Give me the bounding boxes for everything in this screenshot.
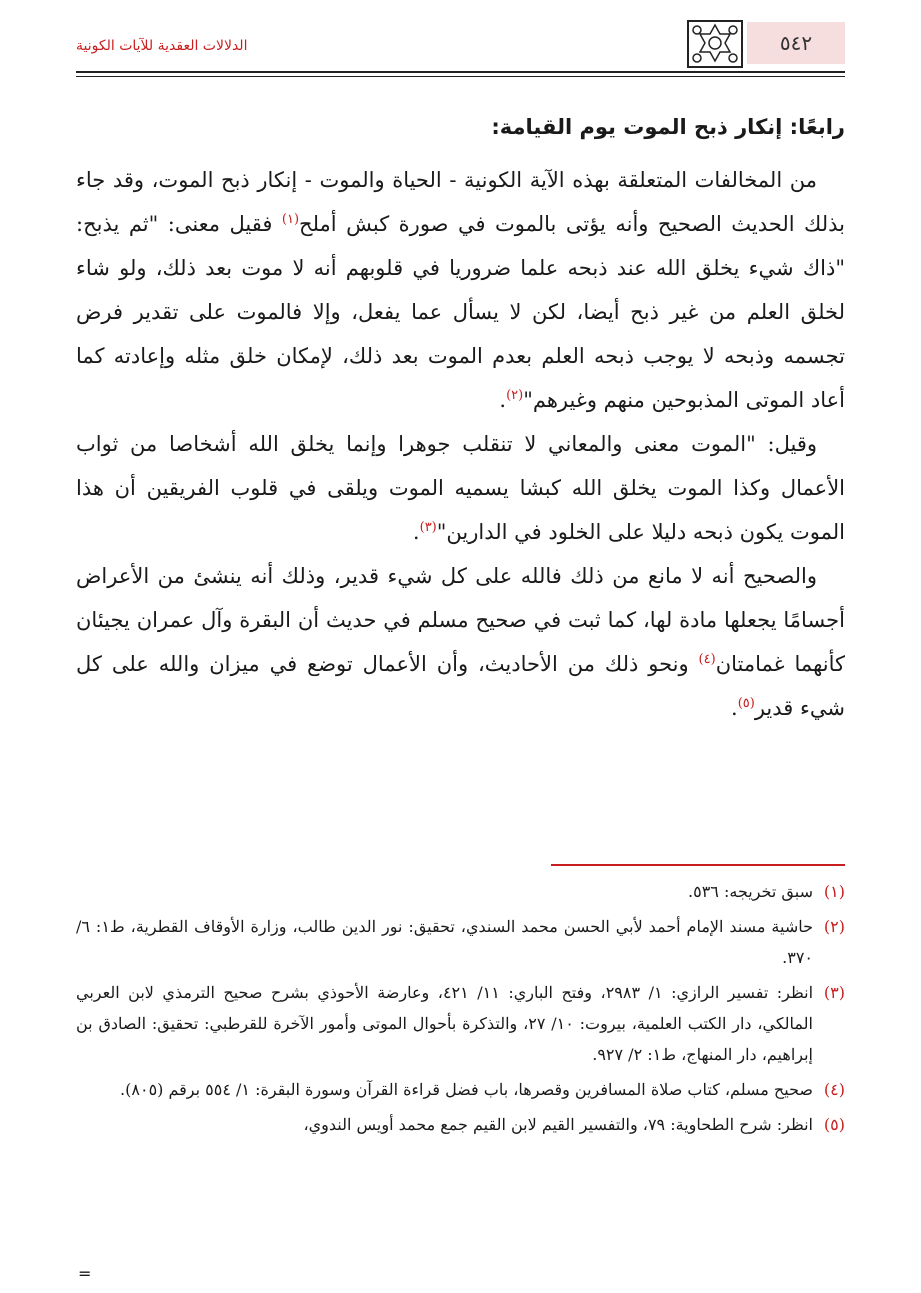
footnote-text: صحيح مسلم، كتاب صلاة المسافرين وقصرها، باب فضل قراءة القرآن وسورة البقرة: ١/ ٥٥٤ برقم (٨٠٥). [120,1080,813,1099]
footnote [76,977,845,1070]
text-run: . [731,696,738,720]
footnote-marker: (٥) [737,696,755,711]
footnote-number: (٢) [823,917,845,936]
footnote [76,1074,845,1105]
footnote-marker: (٣) [419,520,437,535]
footnote-number: (٥) [823,1115,845,1134]
footnote-text: انظر: تفسير الرازي: ١/ ٢٩٨٣، وفتح الباري: ١١/ ٤٢١، وعارضة الأحوذي بشرح صحيح الترمذي لابن العربي المالكي، دار الكتب العلمية، بيروت: ١٠/ ٢٧، والتذكرة بأحوال الموتى وأمور الآخرة للقرطبي: تحقيق: الصادق بن إبراهيم، دار المنهاج، ط١: ٢/ ٩٢٧. [76,983,814,1064]
footnote [76,876,845,907]
text-run: من المخالفات المتعلقة بهذه الآية الكونية - الحياة والموت - إنكار ذبح الموت، وقد جاء بذلك الحديث الصحيح وأنه يؤتى بالموت في صورة كبش أملح [76,168,845,236]
footnote-marker: (٤) [698,652,716,667]
text-run: ونحو ذلك من الأحاديث، وأن الأعمال توضع في ميزان والله على كل شيء قدير [76,652,845,720]
paragraph [76,158,845,422]
section-heading: رابعًا: إنكار ذبح الموت يوم القيامة: [491,115,845,139]
footnote-marker: (١) [281,212,300,227]
main-text [76,104,845,730]
header-rule-thin [76,76,845,77]
header-rule [76,71,845,73]
footnote [76,1109,845,1140]
text-run: . [499,388,507,412]
page-header [76,20,845,76]
page-number: ٥٤٢ [747,22,845,64]
paragraphs [76,158,845,730]
paragraph [76,422,845,554]
footnote-divider [551,864,845,866]
footnote-number: (١) [823,882,845,901]
text-run: والصحيح أنه لا مانع من ذلك فالله على كل شيء قدير، وذلك أنه ينشئ من الأعراض أجسامًا يجعلها مادة لها، كما ثبت في صحيح مسلم في حديث أن البقرة وآل عمران يجيئان كأنهما غمامتان [76,564,845,676]
ornament-icon [687,20,743,68]
text-run: وقيل: "الموت معنى والمعاني لا تنقلب جوهرا وإنما يخلق الله أشخاصا من ثواب الأعمال وكذا الموت يخلق الله كبشا يسميه الموت ويلقى في قلوب الفريقين أن هذا الموت يكون ذبحه دليلا على الخلود في الدارين" [76,432,845,544]
footnotes [76,876,845,1144]
footnote [76,911,845,973]
footnote-text: حاشية مسند الإمام أحمد لأبي الحسن محمد السندي، تحقيق: نور الدين طالب، وزارة الأوقاف القطرية، ط١: ٦/ ٣٧٠. [76,917,814,967]
text-run: فقيل معنى: "ثم يذبح: "ذاك شيء يخلق الله عند ذبحه علما ضروريا في قلوبهم أنه لا موت بعد ذلك، ولو شاء لخلق العلم من غير ذبح أيضا، لكن لا يسأل عما يفعل، وإلا فالموت على تقدير فرض تجسمه وذبحه لا يوجب ذبحه العلم بعدم الموت بعد ذلك، لإمكان خلق مثله وإعادته كما أعاد الموتى المذبوحين منهم وغيرهم" [76,212,845,412]
continuation-mark: = [78,1264,92,1283]
paragraph [76,554,845,730]
text-run: . [412,520,420,544]
footnote-marker: (٢) [506,388,524,403]
footnote-number: (٣) [823,983,845,1002]
footnote-text: انظر: شرح الطحاوية: ٧٩، والتفسير القيم لابن القيم جمع محمد أويس الندوي، [303,1115,813,1134]
footnote-text: سبق تخريجه: ٥٣٦. [688,882,813,901]
running-title: الدلالات العقدية للآيات الكونية [76,38,248,54]
footnote-number: (٤) [823,1080,845,1099]
